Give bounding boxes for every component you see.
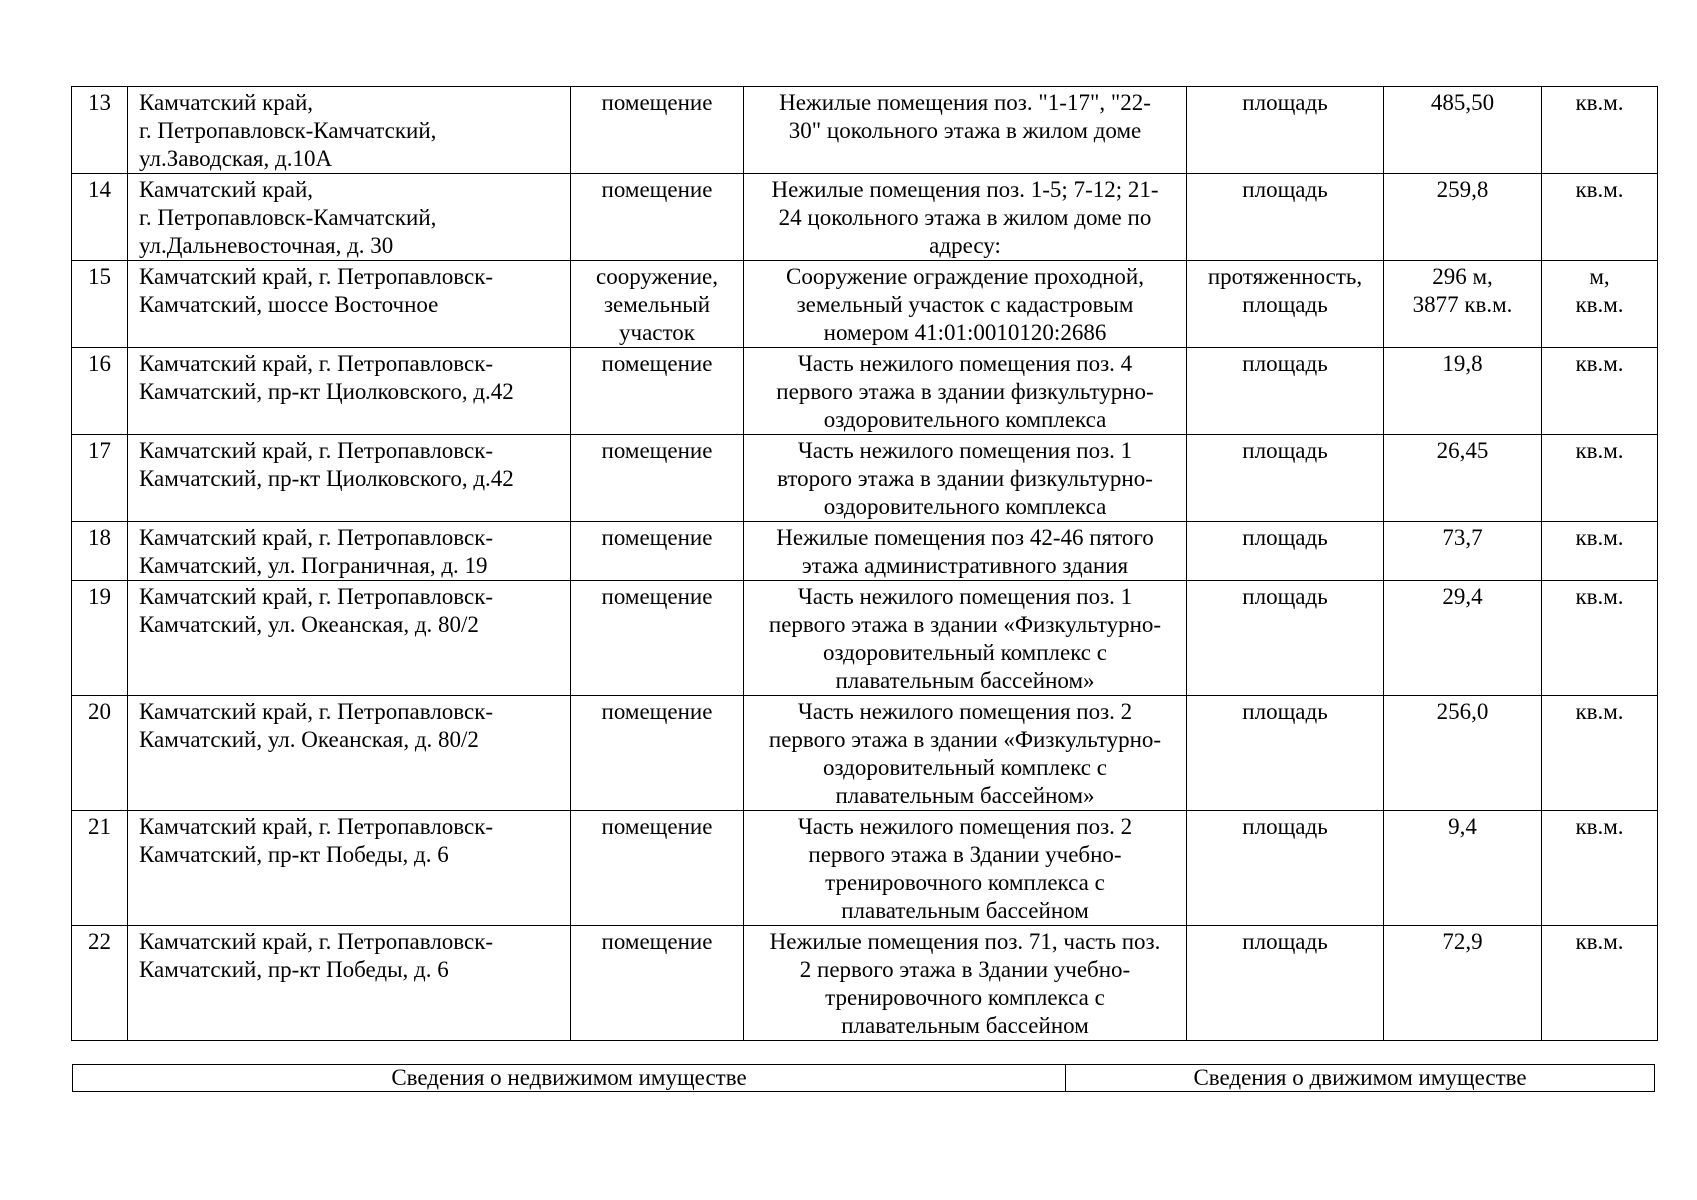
movable-property-heading: Сведения о движимом имуществе <box>1066 1065 1655 1092</box>
unit-cell <box>1542 261 1658 348</box>
property-table-body <box>72 87 1658 1041</box>
address-cell <box>128 581 571 696</box>
row-number-text: 14 <box>88 177 111 202</box>
row-number-text: 16 <box>88 351 111 376</box>
description-cell <box>744 926 1187 1041</box>
description-cell-text: Нежилые помещения поз. 1-5; 7-12; 21- 24 цокольного этажа в жилом доме по адресу: <box>771 177 1159 258</box>
value-cell-text: 485,50 <box>1430 90 1495 115</box>
address-cell <box>128 811 571 926</box>
value-cell <box>1384 926 1542 1041</box>
unit-cell-text: кв.м. <box>1575 699 1624 724</box>
description-cell-text: Нежилые помещения поз 42-46 пятого этажа административного здания <box>776 525 1154 578</box>
address-cell-text: Камчатский край, г. Петропавловск- Камчатский, пр-кт Победы, д. 6 <box>139 929 494 982</box>
row-number-text: 17 <box>88 438 111 463</box>
value-cell-text: 26,45 <box>1436 438 1489 463</box>
parameter-cell-text: площадь <box>1242 929 1328 954</box>
address-cell-text: Камчатский край, г. Петропавловск- Камчатский, ул. Океанская, д. 80/2 <box>139 699 494 752</box>
object-type-cell-text: помещение <box>601 584 713 609</box>
value-cell <box>1384 87 1542 174</box>
row-number-text: 15 <box>88 264 111 289</box>
value-cell <box>1384 348 1542 435</box>
row-number-text: 19 <box>88 584 111 609</box>
row-number <box>72 926 128 1041</box>
row-number <box>72 174 128 261</box>
value-cell <box>1384 261 1542 348</box>
value-cell-text: 9,4 <box>1448 814 1477 839</box>
unit-cell <box>1542 348 1658 435</box>
parameter-cell <box>1187 926 1384 1041</box>
table-row <box>72 348 1658 435</box>
table-row <box>72 811 1658 926</box>
description-cell <box>744 811 1187 926</box>
object-type-cell-text: помещение <box>601 177 713 202</box>
value-cell <box>1384 696 1542 811</box>
unit-cell-text: кв.м. <box>1575 929 1624 954</box>
row-number <box>72 581 128 696</box>
value-cell-text: 256,0 <box>1436 699 1489 724</box>
value-cell-text: 259,8 <box>1436 177 1489 202</box>
value-cell <box>1384 522 1542 581</box>
unit-cell <box>1542 174 1658 261</box>
row-number-text: 22 <box>88 929 111 954</box>
address-cell <box>128 696 571 811</box>
unit-cell <box>1542 522 1658 581</box>
object-type-cell <box>571 696 744 811</box>
row-number-text: 18 <box>88 525 111 550</box>
unit-cell <box>1542 581 1658 696</box>
description-cell-text: Часть нежилого помещения поз. 4 первого этажа в здании физкультурно- оздоровительного комплекса <box>776 351 1154 432</box>
parameter-cell-text: площадь <box>1242 177 1328 202</box>
table-row <box>72 522 1658 581</box>
row-number-text: 13 <box>88 90 111 115</box>
object-type-cell <box>571 926 744 1041</box>
address-cell <box>128 261 571 348</box>
unit-cell-text: м, кв.м. <box>1575 264 1624 317</box>
parameter-cell <box>1187 435 1384 522</box>
object-type-cell <box>571 174 744 261</box>
table-row <box>72 926 1658 1041</box>
object-type-cell-text: помещение <box>601 814 713 839</box>
object-type-cell <box>571 811 744 926</box>
object-type-cell <box>571 435 744 522</box>
parameter-cell-text: протяженность, площадь <box>1207 264 1363 317</box>
description-cell-text: Нежилые помещения поз. 71, часть поз. 2 первого этажа в Здании учебно- тренировочного комплекса с плавательным бассейном <box>769 929 1161 1038</box>
row-number <box>72 261 128 348</box>
address-cell <box>128 435 571 522</box>
description-cell <box>744 174 1187 261</box>
parameter-cell <box>1187 811 1384 926</box>
immovable-property-heading: Сведения о недвижимом имуществе <box>73 1065 1066 1092</box>
property-table <box>71 86 1658 1041</box>
address-cell <box>128 522 571 581</box>
parameter-cell-text: площадь <box>1242 584 1328 609</box>
object-type-cell <box>571 261 744 348</box>
value-cell-text: 73,7 <box>1442 525 1483 550</box>
table-row <box>72 174 1658 261</box>
unit-cell <box>1542 435 1658 522</box>
value-cell-text: 296 м, 3877 кв.м. <box>1412 264 1513 317</box>
description-cell <box>744 581 1187 696</box>
parameter-cell-text: площадь <box>1242 438 1328 463</box>
object-type-cell-text: помещение <box>601 90 713 115</box>
description-cell <box>744 696 1187 811</box>
value-cell <box>1384 435 1542 522</box>
parameter-cell-text: площадь <box>1242 814 1328 839</box>
object-type-cell-text: помещение <box>601 438 713 463</box>
object-type-cell-text: сооружение, земельный участок <box>596 264 718 345</box>
parameter-cell <box>1187 581 1384 696</box>
row-number-text: 20 <box>88 699 111 724</box>
address-cell-text: Камчатский край, г. Петропавловск- Камчатский, пр-кт Циолковского, д.42 <box>139 438 514 491</box>
row-number <box>72 811 128 926</box>
value-cell <box>1384 811 1542 926</box>
unit-cell-text: кв.м. <box>1575 525 1624 550</box>
address-cell-text: Камчатский край, г. Петропавловск- Камчатский, ул. Океанская, д. 80/2 <box>139 584 494 637</box>
parameter-cell <box>1187 348 1384 435</box>
description-cell <box>744 435 1187 522</box>
address-cell-text: Камчатский край, г. Петропавловск-Камчатский, ул.Заводская, д.10А <box>139 90 437 171</box>
value-cell <box>1384 174 1542 261</box>
unit-cell-text: кв.м. <box>1575 90 1624 115</box>
object-type-cell <box>571 522 744 581</box>
object-type-cell-text: помещение <box>601 929 713 954</box>
unit-cell <box>1542 696 1658 811</box>
summary-header-row <box>73 1065 1655 1092</box>
object-type-cell <box>571 581 744 696</box>
value-cell-text: 19,8 <box>1442 351 1483 376</box>
parameter-cell <box>1187 696 1384 811</box>
unit-cell-text: кв.м. <box>1575 584 1624 609</box>
address-cell-text: Камчатский край, г. Петропавловск- Камчатский, пр-кт Победы, д. 6 <box>139 814 494 867</box>
parameter-cell-text: площадь <box>1242 90 1328 115</box>
description-cell-text: Часть нежилого помещения поз. 2 первого этажа в Здании учебно- тренировочного комплекса с плавательным бассейном <box>797 814 1133 923</box>
address-cell <box>128 87 571 174</box>
parameter-cell-text: площадь <box>1242 525 1328 550</box>
row-number-text: 21 <box>88 814 111 839</box>
unit-cell-text: кв.м. <box>1575 814 1624 839</box>
address-cell <box>128 348 571 435</box>
table-row <box>72 435 1658 522</box>
table-row <box>72 87 1658 174</box>
object-type-cell <box>571 348 744 435</box>
row-number <box>72 522 128 581</box>
address-cell-text: Камчатский край, г. Петропавловск-Камчатский, ул.Дальневосточная, д. 30 <box>139 177 437 258</box>
unit-cell-text: кв.м. <box>1575 177 1624 202</box>
row-number <box>72 87 128 174</box>
address-cell-text: Камчатский край, г. Петропавловск- Камчатский, пр-кт Циолковского, д.42 <box>139 351 514 404</box>
unit-cell <box>1542 811 1658 926</box>
value-cell-text: 72,9 <box>1442 929 1483 954</box>
row-number <box>72 435 128 522</box>
description-cell-text: Нежилые помещения поз. "1-17", "22- 30" цокольного этажа в жилом доме <box>779 90 1151 143</box>
address-cell-text: Камчатский край, г. Петропавловск- Камчатский, ул. Пограничная, д. 19 <box>139 525 494 578</box>
description-cell <box>744 348 1187 435</box>
row-number <box>72 696 128 811</box>
parameter-cell-text: площадь <box>1242 351 1328 376</box>
address-cell-text: Камчатский край, г. Петропавловск- Камчатский, шоссе Восточное <box>139 264 494 317</box>
description-cell-text: Часть нежилого помещения поз. 1 второго этажа в здании физкультурно- оздоровительного комплекса <box>777 438 1153 519</box>
object-type-cell-text: помещение <box>601 351 713 376</box>
property-summary-header <box>72 1064 1655 1092</box>
parameter-cell <box>1187 174 1384 261</box>
unit-cell-text: кв.м. <box>1575 438 1624 463</box>
description-cell <box>744 87 1187 174</box>
unit-cell <box>1542 926 1658 1041</box>
table-row <box>72 696 1658 811</box>
table-row <box>72 261 1658 348</box>
description-cell <box>744 522 1187 581</box>
address-cell <box>128 926 571 1041</box>
description-cell-text: Часть нежилого помещения поз. 1 первого этажа в здании «Физкультурно- оздоровительный комплекс с плавательным бассейном» <box>768 584 1162 693</box>
unit-cell <box>1542 87 1658 174</box>
unit-cell-text: кв.м. <box>1575 351 1624 376</box>
parameter-cell <box>1187 261 1384 348</box>
object-type-cell-text: помещение <box>601 699 713 724</box>
description-cell <box>744 261 1187 348</box>
description-cell-text: Часть нежилого помещения поз. 2 первого этажа в здании «Физкультурно- оздоровительный комплекс с плавательным бассейном» <box>768 699 1162 808</box>
table-row <box>72 581 1658 696</box>
row-number <box>72 348 128 435</box>
address-cell <box>128 174 571 261</box>
value-cell-text: 29,4 <box>1442 584 1483 609</box>
object-type-cell-text: помещение <box>601 525 713 550</box>
parameter-cell <box>1187 87 1384 174</box>
description-cell-text: Сооружение ограждение проходной, земельный участок с кадастровым номером 41:01:0010120:2686 <box>786 264 1144 345</box>
object-type-cell <box>571 87 744 174</box>
value-cell <box>1384 581 1542 696</box>
parameter-cell <box>1187 522 1384 581</box>
parameter-cell-text: площадь <box>1242 699 1328 724</box>
